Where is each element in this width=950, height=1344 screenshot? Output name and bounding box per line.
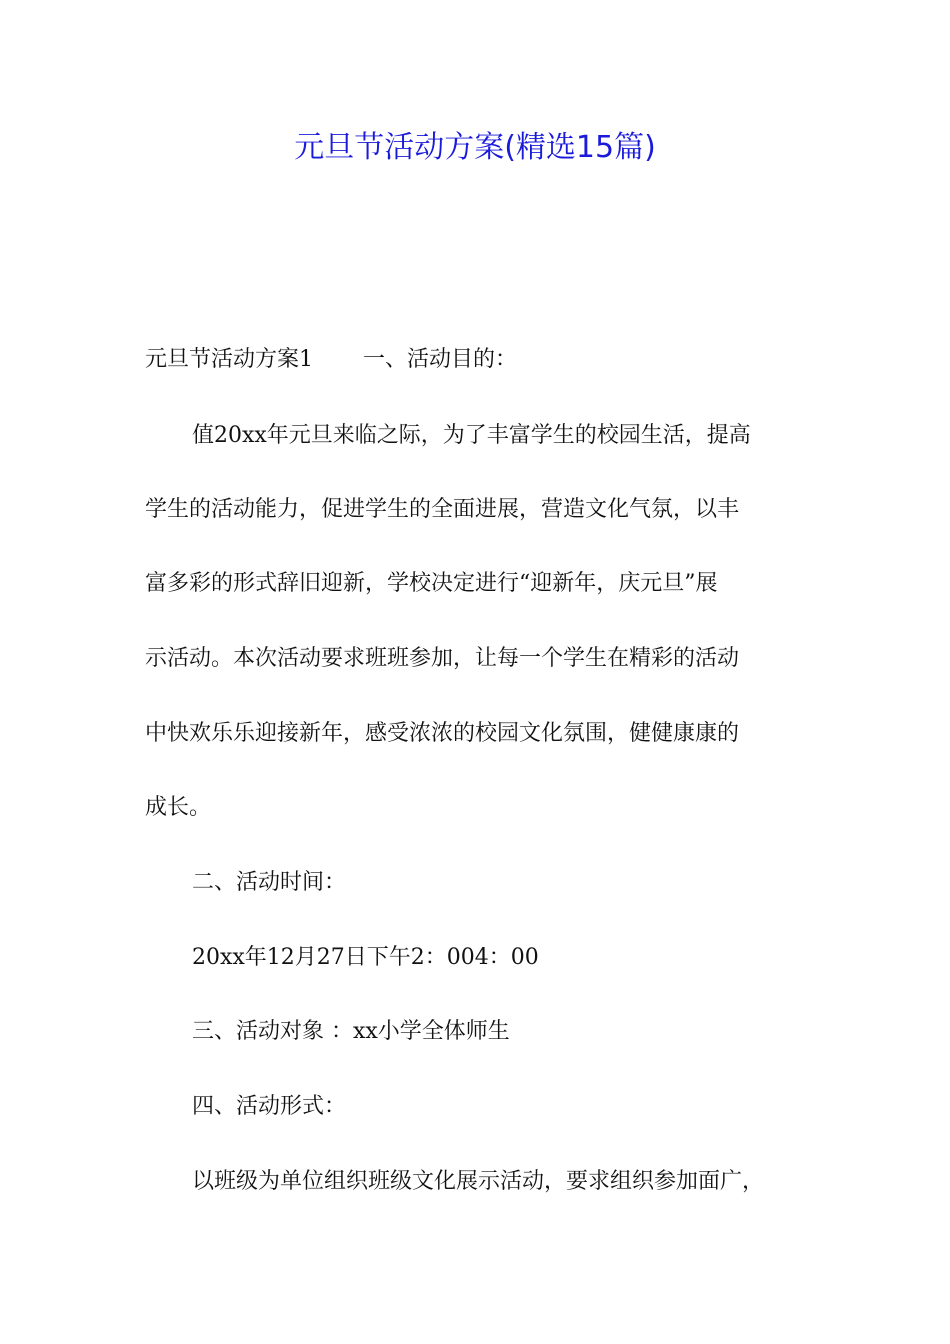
section-heading-target: 三、活动对象 ：xx小学全体师生 [192, 1019, 510, 1044]
paragraph-line: 中快欢乐乐迎接新年，感受浓浓的校园文化氛围，健健康康的 [145, 721, 740, 746]
section-label: 元旦节活动方案1 [145, 347, 313, 372]
paragraph-line: 学生的活动能力，促进学生的全面进展，营造文化气氛，以丰 [145, 497, 740, 522]
paragraph-line: 以班级为单位组织班级文化展示活动，要求组织参加面广， [192, 1169, 765, 1194]
activity-time-value: 20xx年12月27日下午2：004：00 [192, 945, 539, 970]
document-title: 元旦节活动方案(精选15篇) [294, 130, 656, 165]
paragraph-line: 富多彩的形式辞旧迎新，学校决定进行“迎新年，庆元旦”展 [145, 571, 718, 596]
paragraph-line: 成长。 [145, 795, 212, 820]
section-heading-form: 四、活动形式： [192, 1094, 347, 1119]
paragraph-line: 示活动。本次活动要求班班参加，让每一个学生在精彩的活动 [145, 646, 740, 671]
section-heading-time: 二、活动时间： [192, 870, 347, 895]
section-heading-purpose: 一、活动目的： [363, 347, 518, 372]
paragraph-line: 值20xx年元旦来临之际，为了丰富学生的校园生活，提高 [192, 423, 751, 448]
section-first-line [145, 344, 517, 376]
